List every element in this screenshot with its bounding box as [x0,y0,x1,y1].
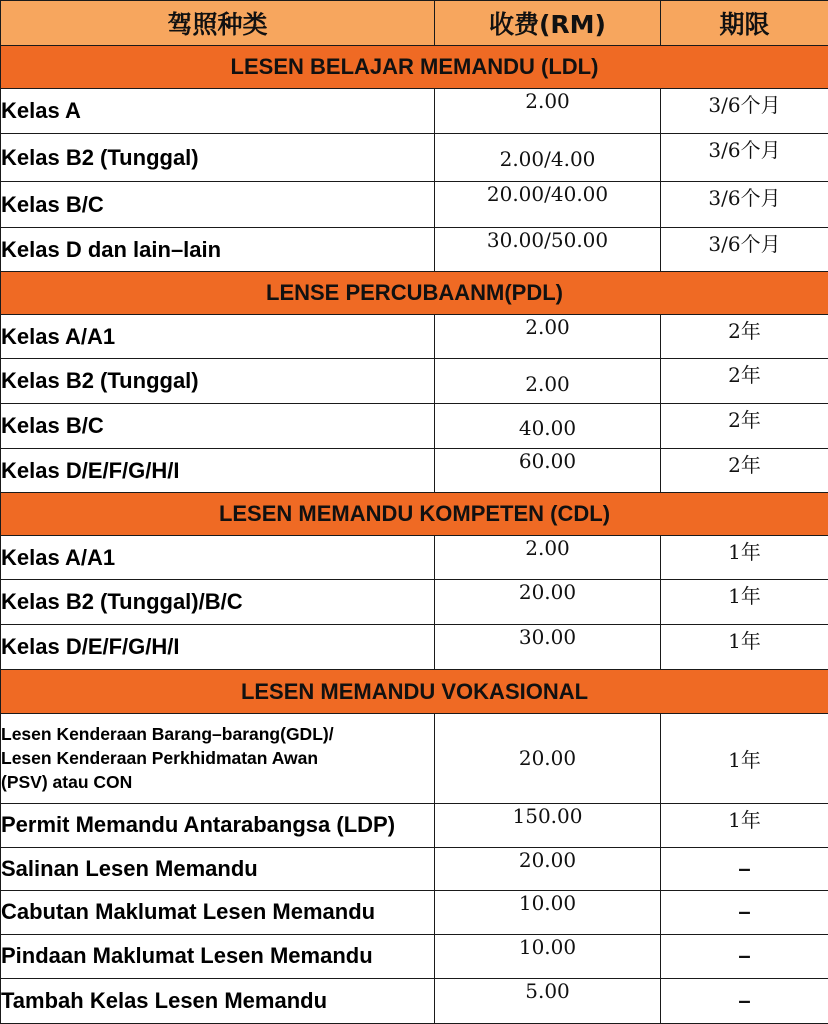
period-cell: 1年 [661,625,828,670]
license-type-line: Lesen Kenderaan Perkhidmatan Awan [1,748,319,769]
license-type-cell: Kelas D dan lain–lain [1,228,435,272]
table-row [1,934,828,978]
section-title: LENSE PERCUBAANM(PDL) [1,272,828,315]
section-title: LESEN BELAJAR MEMANDU (LDL) [1,46,828,89]
fee-cell: 2.00 [435,315,661,359]
period-cell: 3/6个月 [661,89,828,134]
column-header-license-type: 驾照种类 [1,1,435,46]
fee-cell: 20.00/40.00 [435,182,661,228]
section-title: LESEN MEMANDU VOKASIONAL [1,670,828,713]
period-cell: 3/6个月 [661,182,828,228]
license-type-cell: Kelas D/E/F/G/H/I [1,625,435,670]
table-row [1,978,828,1023]
license-type-cell [1,713,435,803]
license-type-cell: Kelas B2 (Tunggal) [1,359,435,404]
period-cell: 1年 [661,536,828,580]
section-header-pdl [1,272,828,315]
license-type-cell: Kelas B/C [1,404,435,449]
period-cell: 3/6个月 [661,228,828,272]
table-row [1,625,828,670]
section-header-cdl [1,493,828,536]
fee-cell: 20.00 [435,713,661,803]
fee-cell: 10.00 [435,890,661,934]
period-cell: 2年 [661,359,828,404]
license-type-cell: Kelas B/C [1,182,435,228]
period-cell: 1年 [661,580,828,625]
license-type-line: Lesen Kenderaan Barang–barang(GDL)/ [1,724,334,745]
fee-cell: 20.00 [435,847,661,890]
license-type-cell: Kelas B2 (Tunggal) [1,134,435,182]
fee-cell: 2.00 [435,536,661,580]
table-row [1,315,828,359]
table-row [1,359,828,404]
period-cell: – [661,978,828,1023]
section-title: LESEN MEMANDU KOMPETEN (CDL) [1,493,828,536]
section-header-ldl [1,46,828,89]
fee-cell: 40.00 [435,404,661,449]
fee-cell: 10.00 [435,934,661,978]
table-row [1,803,828,847]
table-row [1,404,828,449]
fee-cell: 30.00/50.00 [435,228,661,272]
period-cell: 2年 [661,449,828,493]
period-cell: – [661,847,828,890]
period-cell: 2年 [661,315,828,359]
table-header-row [1,1,828,46]
license-type-cell: Kelas B2 (Tunggal)/B/C [1,580,435,625]
table-row [1,713,828,803]
license-type-cell: Kelas A [1,89,435,134]
period-cell: 1年 [661,803,828,847]
license-type-cell: Kelas A/A1 [1,315,435,359]
column-header-fee: 收费(RM) [435,1,661,46]
license-type-cell: Kelas D/E/F/G/H/I [1,449,435,493]
period-cell: – [661,890,828,934]
fee-cell: 5.00 [435,978,661,1023]
fee-cell: 20.00 [435,580,661,625]
fee-cell: 2.00 [435,89,661,134]
fee-cell: 2.00 [435,359,661,404]
table-row [1,847,828,890]
table-row [1,228,828,272]
table-row [1,580,828,625]
license-type-cell: Pindaan Maklumat Lesen Memandu [1,934,435,978]
license-type-line: (PSV) atau CON [1,772,133,793]
fee-cell: 2.00/4.00 [435,134,661,182]
table-row [1,890,828,934]
license-type-cell: Permit Memandu Antarabangsa (LDP) [1,803,435,847]
license-type-cell: Salinan Lesen Memandu [1,847,435,890]
period-cell: 3/6个月 [661,134,828,182]
license-type-cell: Tambah Kelas Lesen Memandu [1,978,435,1023]
column-header-period: 期限 [661,1,828,46]
period-cell: – [661,934,828,978]
fee-cell: 30.00 [435,625,661,670]
table-row [1,449,828,493]
table-row [1,89,828,134]
fee-cell: 150.00 [435,803,661,847]
section-header-vocational [1,670,828,713]
fee-cell: 60.00 [435,449,661,493]
period-cell: 2年 [661,404,828,449]
license-type-cell: Kelas A/A1 [1,536,435,580]
period-cell: 1年 [661,713,828,803]
license-type-cell: Cabutan Maklumat Lesen Memandu [1,890,435,934]
table-row [1,134,828,182]
table-row [1,536,828,580]
table-row [1,182,828,228]
